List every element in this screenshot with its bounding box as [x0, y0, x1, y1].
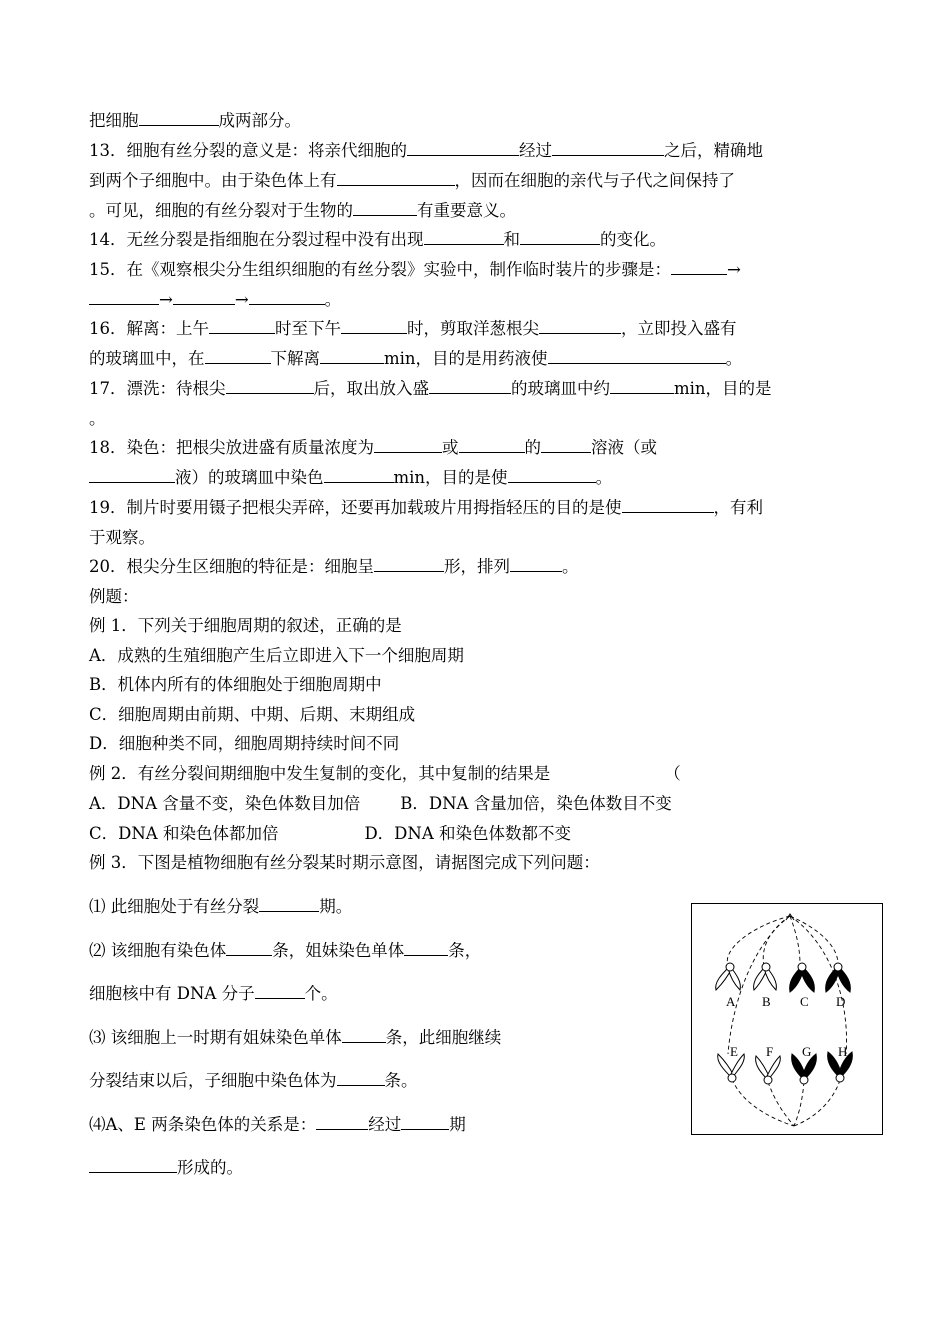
line-text: 条。: [384, 1071, 418, 1090]
line-text: 把细胞: [89, 111, 139, 130]
text-line: [89, 259, 741, 281]
line-text: 19．制片时要用镊子把根尖弄碎，还要再加载玻片用拇指轻压的目的是使: [89, 498, 622, 517]
line-text: 。: [89, 409, 106, 428]
text-line: [89, 318, 737, 340]
line-text: 液）的玻璃皿中染色: [175, 468, 324, 487]
line-text: 于观察。: [89, 528, 155, 547]
line-text: 溶液（或: [591, 438, 657, 457]
line-text: ，立即投入盛有: [621, 319, 737, 338]
label-g: G: [802, 1044, 812, 1059]
line-text: ⑴ 此细胞处于有丝分裂: [89, 897, 260, 916]
line-text: 期: [449, 1115, 466, 1134]
text-line: [89, 1114, 466, 1136]
line-text: 20．根尖分生区细胞的特征是：细胞呈: [89, 557, 374, 576]
label-h: H: [838, 1044, 848, 1059]
text-line: [89, 527, 155, 549]
line-text: 条，: [448, 941, 482, 960]
line-text: 成两部分。: [218, 111, 301, 130]
line-text: （: [664, 764, 681, 783]
answer-blank[interactable]: [508, 468, 596, 483]
answer-blank[interactable]: [205, 349, 271, 364]
answer-blank[interactable]: [407, 141, 519, 156]
line-text: C．DNA 和染色体都加倍: [89, 824, 279, 843]
line-text: 或: [442, 438, 459, 457]
line-text: A．DNA 含量不变，染色体数目加倍: [89, 794, 361, 813]
label-d: D: [836, 994, 846, 1009]
answer-blank[interactable]: [353, 201, 417, 216]
line-text: 个。: [304, 984, 338, 1003]
line-text: C．细胞周期由前期、中期、后期、末期组成: [89, 705, 416, 724]
answer-blank[interactable]: [520, 230, 600, 245]
text-line: [89, 852, 600, 874]
answer-blank[interactable]: [622, 498, 714, 513]
line-text: 期。: [319, 897, 353, 916]
answer-blank[interactable]: [89, 1158, 177, 1173]
line-text: 有重要意义。: [417, 201, 516, 220]
answer-blank[interactable]: [374, 557, 444, 572]
label-f: F: [766, 1044, 774, 1059]
answer-blank[interactable]: [459, 438, 525, 453]
label-b: B: [762, 994, 771, 1009]
text-line: [89, 645, 464, 667]
text-line: [89, 763, 681, 785]
text-line: [89, 110, 301, 132]
answer-blank[interactable]: [226, 941, 272, 956]
line-text: 的玻璃皿中，在: [89, 349, 205, 368]
line-text: →: [234, 290, 249, 309]
answer-blank[interactable]: [429, 379, 511, 394]
line-text: min，目的是用药液使: [384, 349, 548, 368]
line-text: 13．细胞有丝分裂的意义是：将亲代细胞的: [89, 141, 407, 160]
answer-blank[interactable]: [541, 438, 591, 453]
text-line: [89, 467, 612, 489]
text-line: [89, 733, 399, 755]
answer-blank[interactable]: [209, 319, 275, 334]
line-text: 的玻璃皿中约: [511, 379, 610, 398]
text-line: [89, 983, 338, 1005]
text-line: [89, 793, 672, 815]
text-line: [89, 200, 516, 222]
line-text: ，因而在细胞的亲代与子代之间保持了: [454, 171, 735, 190]
line-text: 例题：: [89, 587, 139, 606]
label-a: A: [726, 994, 736, 1009]
line-text: ⑵ 该细胞有染色体: [89, 941, 227, 960]
text-line: [89, 704, 415, 726]
answer-blank[interactable]: [316, 1115, 368, 1130]
line-text: ⑷A、E 两条染色体的关系是：: [89, 1115, 317, 1134]
text-line: [89, 348, 742, 370]
answer-blank[interactable]: [89, 468, 175, 483]
answer-blank[interactable]: [249, 290, 325, 305]
answer-blank[interactable]: [610, 379, 674, 394]
line-text: 之后，精确地: [664, 141, 763, 160]
cell-diagram-svg: [692, 904, 882, 1134]
answer-blank[interactable]: [539, 319, 621, 334]
text-line: [89, 408, 106, 430]
answer-blank[interactable]: [337, 171, 455, 186]
text-line: [89, 556, 579, 578]
line-text: 到两个子细胞中。由于染色体上有: [89, 171, 337, 190]
line-text: ，有利: [713, 498, 763, 517]
answer-blank[interactable]: [255, 984, 305, 999]
answer-blank[interactable]: [259, 897, 319, 912]
answer-blank[interactable]: [342, 1028, 386, 1043]
answer-blank[interactable]: [401, 1115, 449, 1130]
text-line: [89, 289, 341, 311]
line-text: 14．无丝分裂是指细胞在分裂过程中没有出现: [89, 230, 424, 249]
label-c: C: [800, 994, 809, 1009]
text-line: [89, 615, 402, 637]
line-text: 。: [562, 557, 579, 576]
answer-blank[interactable]: [139, 111, 219, 126]
line-text: 。: [725, 349, 743, 368]
line-text: A．成熟的生殖细胞产生后立即进入下一个细胞周期: [89, 646, 464, 665]
line-text: 18．染色：把根尖放进盛有质量浓度为: [89, 438, 374, 457]
answer-blank[interactable]: [341, 319, 407, 334]
line-text: 例 2．有丝分裂间期细胞中发生复制的变化，其中复制的结果是: [89, 764, 551, 783]
text-line: [89, 170, 735, 192]
line-text: 例 1．下列关于细胞周期的叙述，正确的是: [89, 616, 402, 635]
text-line: [89, 1157, 243, 1179]
line-text: 形，排列: [444, 557, 510, 576]
line-text: 的变化。: [600, 230, 666, 249]
line-text: 。: [324, 290, 342, 309]
answer-blank[interactable]: [320, 349, 384, 364]
line-text: 17．漂洗：待根尖: [89, 379, 226, 398]
line-text: min，目的是: [674, 379, 772, 398]
line-text: 细胞核中有 DNA 分子: [89, 984, 255, 1003]
line-text: D．细胞种类不同，细胞周期持续时间不同: [89, 734, 400, 753]
answer-blank[interactable]: [424, 230, 504, 245]
line-text: 条，姐妹染色单体: [272, 941, 405, 960]
line-text: 。可见，细胞的有丝分裂对于生物的: [89, 201, 353, 220]
label-e: E: [730, 1044, 738, 1059]
answer-blank[interactable]: [324, 468, 394, 483]
line-text: 。: [595, 468, 613, 487]
answer-blank[interactable]: [337, 1071, 385, 1086]
mitosis-anaphase-diagram: [691, 903, 883, 1135]
line-text: min，目的是使: [393, 468, 508, 487]
line-text: 的: [524, 438, 541, 457]
answer-blank[interactable]: [510, 557, 562, 572]
answer-blank[interactable]: [89, 290, 159, 305]
text-line: [89, 586, 139, 608]
text-line: [89, 1070, 418, 1092]
line-text: 例 3．下图是植物细胞有丝分裂某时期示意图，请据图完成下列问题：: [89, 853, 600, 872]
line-text: ⑶ 该细胞上一时期有姐妹染色单体: [89, 1028, 342, 1047]
line-text: →: [727, 260, 741, 279]
line-text: 和: [503, 230, 520, 249]
line-text: →: [159, 290, 173, 309]
text-line: [89, 378, 772, 400]
line-text: 15．在《观察根尖分生组织细胞的有丝分裂》实验中，制作临时装片的步骤是：: [89, 260, 671, 279]
line-text: B．机体内所有的体细胞处于细胞周期中: [89, 675, 382, 694]
line-text: 经过: [368, 1115, 402, 1134]
text-line: [89, 674, 382, 696]
text-line: [89, 940, 481, 962]
line-text: 时至下午: [275, 319, 341, 338]
line-text: 下解离: [270, 349, 320, 368]
line-text: D．DNA 和染色体数都不变: [364, 824, 572, 843]
line-text: 16．解离：上午: [89, 319, 209, 338]
text-line: [89, 823, 571, 845]
line-text: 条，此细胞继续: [385, 1028, 502, 1047]
line-text: 分裂结束以后，子细胞中染色体为: [89, 1071, 337, 1090]
answer-blank[interactable]: [173, 290, 235, 305]
line-text: 形成的。: [177, 1158, 243, 1177]
line-text: 经过: [519, 141, 552, 160]
answer-blank[interactable]: [548, 349, 726, 364]
line-text: 时，剪取洋葱根尖: [407, 319, 539, 338]
answer-blank[interactable]: [671, 260, 727, 275]
line-text: 后，取出放入盛: [313, 379, 429, 398]
answer-blank[interactable]: [374, 438, 442, 453]
text-line: [89, 437, 657, 459]
answer-blank[interactable]: [226, 379, 314, 394]
text-line: [89, 140, 763, 162]
text-line: [89, 896, 352, 918]
text-line: [89, 1027, 501, 1049]
answer-blank[interactable]: [404, 941, 448, 956]
answer-blank[interactable]: [552, 141, 664, 156]
line-text: B．DNA 含量加倍，染色体数目不变: [400, 794, 672, 813]
text-line: [89, 497, 763, 519]
text-line: [89, 229, 666, 251]
